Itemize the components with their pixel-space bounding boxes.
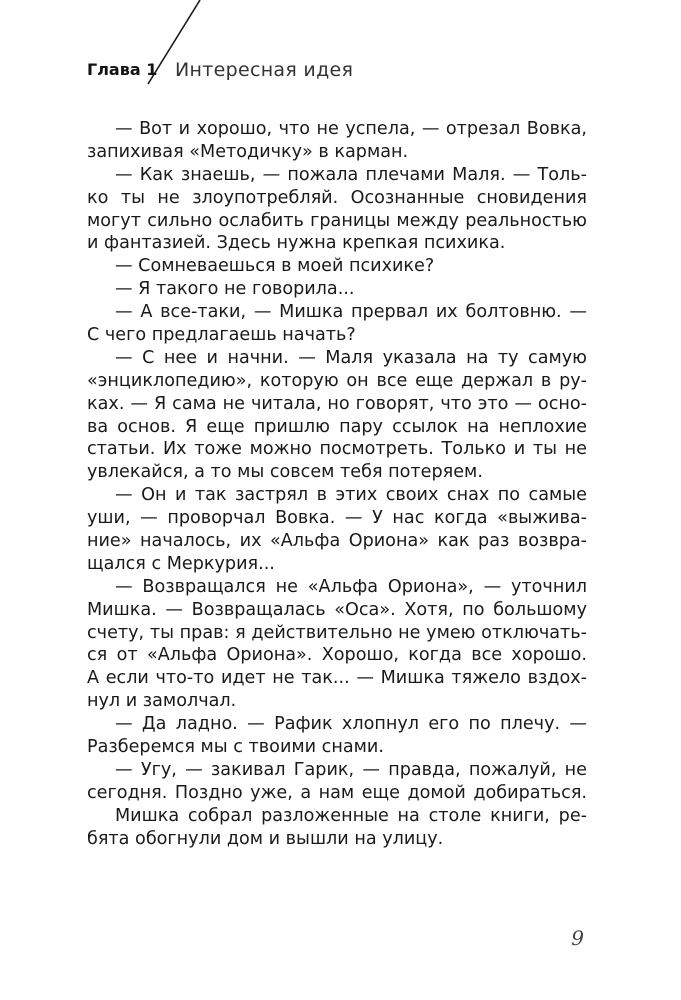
text-line: запихивая «Методичку» в карман. xyxy=(87,141,409,162)
text-line: сегодня. Поздно уже, а нам еще домой добираться. xyxy=(87,782,587,803)
body-text xyxy=(87,118,587,851)
text-line: — А все-таки, — Мишка прервал их болтовню. — xyxy=(115,302,587,323)
text-line: статьи. Их тоже можно посмотреть. Только и ты не xyxy=(87,439,587,460)
text-line: Мишка. — Возвращалась «Оса». Хотя, по большому xyxy=(87,599,587,620)
text-line: — Я такого не говорила... xyxy=(115,279,355,300)
text-line: ках. — Я сама не читала, но говорят, что это — осно- xyxy=(87,393,587,414)
text-line: Мишка собрал разложенные на столе книги, ре- xyxy=(115,805,587,826)
chapter-label: Глава 1 xyxy=(87,60,158,79)
text-line: и фантазией. Здесь нужна крепкая психика. xyxy=(87,233,506,254)
text-line: — Возвращался не «Альфа Ориона», — уточнил xyxy=(115,576,587,597)
text-line: уши, — проворчал Вовка. — У нас когда «выжива- xyxy=(87,508,587,529)
text-line: — Да ладно. — Рафик хлопнул его по плечу. — xyxy=(115,714,587,735)
text-line: Разберемся мы с твоими снами. xyxy=(87,737,384,758)
text-line: С чего предлагаешь начать? xyxy=(87,325,356,346)
text-line: счету, ты прав: я действительно не умею отключать- xyxy=(87,622,587,643)
text-line: ние» началось, их «Альфа Ориона» как раз возвра- xyxy=(87,531,587,552)
text-line: — Сомневаешься в моей психике? xyxy=(115,256,435,277)
chapter-title: Интересная идея xyxy=(175,59,354,81)
text-line: — С нее и начни. — Маля указала на ту самую xyxy=(115,347,587,368)
page-number: 9 xyxy=(571,926,584,950)
text-line: — Угу, — закивал Гарик, — правда, пожалуй, не xyxy=(115,759,587,780)
text-line: — Вот и хорошо, что не успела, — отрезал Вовка, xyxy=(115,119,587,139)
text-line: нул и замолчал. xyxy=(87,691,237,712)
text-line: «энциклопедию», которую он все еще держал в ру- xyxy=(87,370,587,391)
text-line: ко ты не злоупотребляй. Осознанные сновидения xyxy=(87,187,587,208)
text-line: увлекайся, а то мы совсем тебя потеряем. xyxy=(87,462,483,483)
text-line: щался с Меркурия... xyxy=(87,553,275,574)
text-line: ся от «Альфа Ориона». Хорошо, когда все хорошо. xyxy=(87,645,587,666)
text-line: А если что-то идет не так... — Мишка тяжело вздох- xyxy=(87,668,587,689)
text-line: — Он и так застрял в этих своих снах по самые xyxy=(115,485,587,506)
text-line: ва основ. Я еще пришлю пару ссылок на неплохие xyxy=(87,416,587,437)
text-line: бята обогнули дом и вышли на улицу. xyxy=(87,828,444,849)
text-line: — Как знаешь, — пожала плечами Маля. — Толь- xyxy=(115,164,587,185)
text-line: могут сильно ослабить границы между реальностью xyxy=(87,210,587,231)
